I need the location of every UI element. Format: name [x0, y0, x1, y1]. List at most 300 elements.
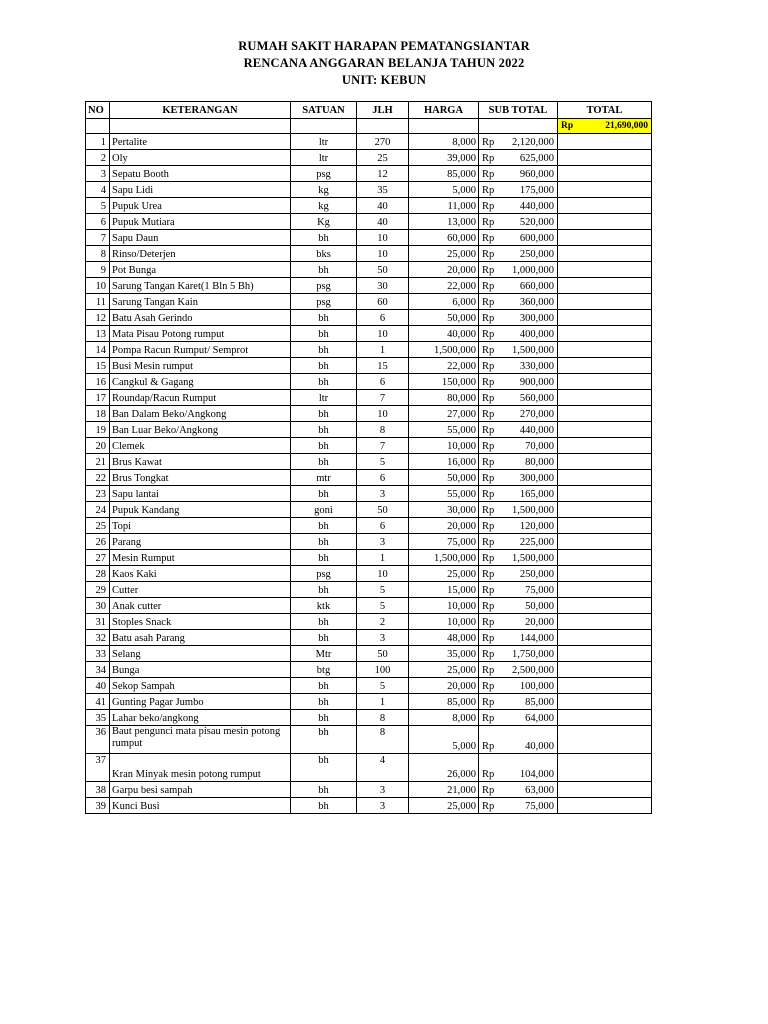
cell-sub-total: [479, 134, 558, 150]
sub-total-value: 360,000: [519, 297, 554, 308]
cell-harga: 22,000: [409, 358, 479, 374]
cell-satuan: bh: [291, 582, 357, 598]
cell-satuan: bh: [291, 310, 357, 326]
cell-no: 23: [86, 486, 110, 502]
cell-total: [558, 518, 652, 534]
sub-total-value: 250,000: [519, 569, 554, 580]
cell-harga: 85,000: [409, 694, 479, 710]
hospital-title: RUMAH SAKIT HARAPAN PEMATANGSIANTAR: [238, 39, 530, 53]
cell-jlh: 7: [357, 390, 409, 406]
cell-satuan: bh: [291, 782, 357, 798]
cell-harga: 13,000: [409, 214, 479, 230]
cell-satuan: btg: [291, 662, 357, 678]
table-row: [86, 342, 652, 358]
table-row: [86, 614, 652, 630]
cell-total: [558, 550, 652, 566]
cell-total: [558, 134, 652, 150]
cell-keterangan: Pupuk Mutiara: [110, 214, 291, 230]
cell-jlh: 35: [357, 182, 409, 198]
cell-satuan: bh: [291, 454, 357, 470]
cell-satuan: Kg: [291, 214, 357, 230]
cell-no: 1: [86, 134, 110, 150]
sub-total-currency: Rp: [482, 457, 495, 468]
cell-sub-total: [479, 798, 558, 814]
cell-harga: 15,000: [409, 582, 479, 598]
cell-keterangan: Roundap/Racun Rumput: [110, 390, 291, 406]
cell-sub-total: [479, 598, 558, 614]
col-header-satuan: SATUAN: [291, 102, 357, 119]
cell-harga: 6,000: [409, 294, 479, 310]
cell-total: [558, 754, 652, 782]
cell-jlh: 5: [357, 582, 409, 598]
cell-jlh: 7: [357, 438, 409, 454]
cell-harga: 80,000: [409, 390, 479, 406]
table-row: [86, 358, 652, 374]
cell-satuan: bh: [291, 694, 357, 710]
cell-no: 25: [86, 518, 110, 534]
cell-satuan: psg: [291, 294, 357, 310]
cell-jlh: 5: [357, 678, 409, 694]
sub-total-currency: Rp: [482, 537, 495, 548]
table-row: [86, 518, 652, 534]
cell-no: 10: [86, 278, 110, 294]
cell-harga: 75,000: [409, 534, 479, 550]
total-row: [86, 119, 652, 134]
cell-sub-total: [479, 278, 558, 294]
cell-total: [558, 486, 652, 502]
cell-harga: 35,000: [409, 646, 479, 662]
sub-total-value: 50,000: [525, 601, 554, 612]
cell-keterangan: Cutter: [110, 582, 291, 598]
cell-jlh: 100: [357, 662, 409, 678]
cell-no: 11: [86, 294, 110, 310]
table-row: [86, 694, 652, 710]
cell-satuan: psg: [291, 566, 357, 582]
cell-harga: 40,000: [409, 326, 479, 342]
cell-total: [558, 230, 652, 246]
cell-harga: 1,500,000: [409, 342, 479, 358]
table-row: [86, 566, 652, 582]
cell-keterangan: Batu asah Parang: [110, 630, 291, 646]
cell-satuan: bh: [291, 678, 357, 694]
cell-harga: 50,000: [409, 310, 479, 326]
sub-total-value: 104,000: [519, 769, 554, 780]
table-row: [86, 454, 652, 470]
sub-total-currency: Rp: [482, 185, 495, 196]
cell-no: 17: [86, 390, 110, 406]
cell-no: 22: [86, 470, 110, 486]
cell-satuan: bh: [291, 518, 357, 534]
cell-jlh: 3: [357, 782, 409, 798]
cell-harga: 16,000: [409, 454, 479, 470]
empty-cell: [86, 119, 110, 134]
cell-sub-total: [479, 630, 558, 646]
sub-total-currency: Rp: [482, 769, 495, 780]
cell-sub-total: [479, 390, 558, 406]
sub-total-currency: Rp: [482, 137, 495, 148]
col-header-keterangan: KETERANGAN: [110, 102, 291, 119]
sub-total-currency: Rp: [482, 553, 495, 564]
sub-total-value: 300,000: [519, 313, 554, 324]
cell-jlh: 25: [357, 150, 409, 166]
table-row: [86, 502, 652, 518]
cell-jlh: 6: [357, 518, 409, 534]
cell-sub-total: [479, 374, 558, 390]
cell-no: 7: [86, 230, 110, 246]
table-row: [86, 246, 652, 262]
cell-no: 30: [86, 598, 110, 614]
empty-cell: [357, 119, 409, 134]
cell-sub-total: [479, 550, 558, 566]
cell-total: [558, 182, 652, 198]
cell-sub-total: [479, 230, 558, 246]
cell-jlh: 1: [357, 694, 409, 710]
cell-jlh: 40: [357, 198, 409, 214]
cell-satuan: mtr: [291, 470, 357, 486]
cell-satuan: bh: [291, 798, 357, 814]
cell-sub-total: [479, 198, 558, 214]
table-row: [86, 214, 652, 230]
cell-total: [558, 470, 652, 486]
sub-total-currency: Rp: [482, 361, 495, 372]
sub-total-value: 660,000: [519, 281, 554, 292]
cell-no: 40: [86, 678, 110, 694]
cell-satuan: bks: [291, 246, 357, 262]
sub-total-value: 1,500,000: [512, 505, 554, 516]
cell-jlh: 50: [357, 262, 409, 278]
cell-harga: 8,000: [409, 134, 479, 150]
cell-keterangan: Sepatu Booth: [110, 166, 291, 182]
sub-total-value: 225,000: [519, 537, 554, 548]
cell-harga: 55,000: [409, 422, 479, 438]
cell-keterangan: Pupuk Urea: [110, 198, 291, 214]
cell-total: [558, 406, 652, 422]
cell-satuan: psg: [291, 166, 357, 182]
cell-jlh: 8: [357, 422, 409, 438]
cell-jlh: 12: [357, 166, 409, 182]
grand-total-currency: Rp: [561, 121, 574, 131]
cell-satuan: bh: [291, 710, 357, 726]
cell-sub-total: [479, 358, 558, 374]
cell-satuan: bh: [291, 630, 357, 646]
cell-no: 5: [86, 198, 110, 214]
cell-harga: 10,000: [409, 598, 479, 614]
sub-total-currency: Rp: [482, 377, 495, 388]
cell-total: [558, 374, 652, 390]
cell-total: [558, 566, 652, 582]
cell-jlh: 40: [357, 214, 409, 230]
cell-sub-total: [479, 166, 558, 182]
cell-total: [558, 326, 652, 342]
col-header-harga: HARGA: [409, 102, 479, 119]
cell-total: [558, 214, 652, 230]
sub-total-value: 20,000: [525, 617, 554, 628]
cell-keterangan: Anak cutter: [110, 598, 291, 614]
cell-sub-total: [479, 262, 558, 278]
cell-keterangan: Kaos Kaki: [110, 566, 291, 582]
table-row: [86, 630, 652, 646]
table-row: [86, 230, 652, 246]
sub-total-currency: Rp: [482, 617, 495, 628]
sub-total-value: 900,000: [519, 377, 554, 388]
cell-satuan: bh: [291, 614, 357, 630]
sub-total-value: 1,500,000: [512, 553, 554, 564]
cell-sub-total: [479, 566, 558, 582]
cell-sub-total: [479, 438, 558, 454]
cell-no: 41: [86, 694, 110, 710]
cell-keterangan: Ban Dalam Beko/Angkong: [110, 406, 291, 422]
grand-total-cell: [558, 119, 652, 134]
table-row: [86, 726, 652, 754]
cell-sub-total: [479, 310, 558, 326]
cell-total: [558, 294, 652, 310]
cell-keterangan: Gunting Pagar Jumbo: [110, 694, 291, 710]
empty-cell: [291, 119, 357, 134]
sub-total-value: 1,500,000: [512, 345, 554, 356]
cell-no: 20: [86, 438, 110, 454]
cell-sub-total: [479, 326, 558, 342]
table-row: [86, 582, 652, 598]
cell-no: 13: [86, 326, 110, 342]
sub-total-value: 625,000: [519, 153, 554, 164]
cell-jlh: 3: [357, 798, 409, 814]
empty-cell: [409, 119, 479, 134]
cell-harga: 150,000: [409, 374, 479, 390]
table-body: [86, 119, 652, 814]
cell-keterangan: Bunga: [110, 662, 291, 678]
cell-sub-total: [479, 470, 558, 486]
cell-no: 29: [86, 582, 110, 598]
cell-jlh: 270: [357, 134, 409, 150]
cell-keterangan: Kran Minyak mesin potong rumput: [110, 754, 291, 782]
table-row: [86, 278, 652, 294]
cell-keterangan: Clemek: [110, 438, 291, 454]
cell-harga: 25,000: [409, 662, 479, 678]
sub-total-value: 85,000: [525, 697, 554, 708]
table-row: [86, 166, 652, 182]
sub-total-currency: Rp: [482, 801, 495, 812]
cell-satuan: bh: [291, 534, 357, 550]
table-row: [86, 710, 652, 726]
cell-total: [558, 342, 652, 358]
cell-sub-total: [479, 754, 558, 782]
sub-total-value: 330,000: [519, 361, 554, 372]
cell-sub-total: [479, 614, 558, 630]
cell-keterangan: Baut pengunci mata pisau mesin potong rumput: [110, 726, 291, 754]
cell-no: 9: [86, 262, 110, 278]
cell-sub-total: [479, 518, 558, 534]
sub-total-currency: Rp: [482, 393, 495, 404]
cell-sub-total: [479, 214, 558, 230]
cell-no: 3: [86, 166, 110, 182]
sub-total-value: 960,000: [519, 169, 554, 180]
cell-sub-total: [479, 454, 558, 470]
sub-total-value: 300,000: [519, 473, 554, 484]
cell-keterangan: Kunci Busi: [110, 798, 291, 814]
cell-keterangan: Sekop Sampah: [110, 678, 291, 694]
col-header-total: TOTAL: [558, 102, 652, 119]
cell-satuan: bh: [291, 486, 357, 502]
cell-satuan: bh: [291, 262, 357, 278]
table-row: [86, 486, 652, 502]
sub-total-currency: Rp: [482, 713, 495, 724]
sub-total-currency: Rp: [482, 233, 495, 244]
col-header-sub-total: SUB TOTAL: [479, 102, 558, 119]
cell-keterangan: Sapu lantai: [110, 486, 291, 502]
cell-keterangan: Garpu besi sampah: [110, 782, 291, 798]
cell-no: 21: [86, 454, 110, 470]
table-row: [86, 262, 652, 278]
cell-jlh: 30: [357, 278, 409, 294]
cell-jlh: 6: [357, 310, 409, 326]
table-row: [86, 134, 652, 150]
sub-total-currency: Rp: [482, 249, 495, 260]
cell-jlh: 3: [357, 534, 409, 550]
cell-total: [558, 198, 652, 214]
cell-sub-total: [479, 662, 558, 678]
sub-total-currency: Rp: [482, 169, 495, 180]
cell-total: [558, 614, 652, 630]
table-row: [86, 374, 652, 390]
sub-total-currency: Rp: [482, 297, 495, 308]
cell-no: 6: [86, 214, 110, 230]
cell-no: 14: [86, 342, 110, 358]
table-row: [86, 534, 652, 550]
cell-total: [558, 710, 652, 726]
cell-no: 34: [86, 662, 110, 678]
cell-keterangan: Mesin Rumput: [110, 550, 291, 566]
cell-harga: 20,000: [409, 262, 479, 278]
cell-total: [558, 150, 652, 166]
sub-total-value: 120,000: [519, 521, 554, 532]
empty-cell: [479, 119, 558, 134]
cell-sub-total: [479, 534, 558, 550]
cell-keterangan: Parang: [110, 534, 291, 550]
cell-satuan: bh: [291, 358, 357, 374]
cell-total: [558, 278, 652, 294]
table-row: [86, 198, 652, 214]
cell-keterangan: Batu Asah Gerindo: [110, 310, 291, 326]
empty-cell: [110, 119, 291, 134]
cell-no: 37: [86, 754, 110, 782]
cell-keterangan: Oly: [110, 150, 291, 166]
cell-jlh: 3: [357, 630, 409, 646]
cell-total: [558, 534, 652, 550]
cell-total: [558, 678, 652, 694]
cell-total: [558, 582, 652, 598]
cell-sub-total: [479, 246, 558, 262]
cell-jlh: 6: [357, 374, 409, 390]
sub-total-value: 80,000: [525, 457, 554, 468]
sub-total-currency: Rp: [482, 601, 495, 612]
cell-keterangan: Sapu Lidi: [110, 182, 291, 198]
sub-total-value: 64,000: [525, 713, 554, 724]
sub-total-currency: Rp: [482, 345, 495, 356]
cell-harga: 20,000: [409, 518, 479, 534]
sub-total-value: 250,000: [519, 249, 554, 260]
sub-total-currency: Rp: [482, 201, 495, 212]
cell-satuan: ltr: [291, 150, 357, 166]
cell-sub-total: [479, 486, 558, 502]
cell-sub-total: [479, 150, 558, 166]
cell-no: 26: [86, 534, 110, 550]
cell-jlh: 60: [357, 294, 409, 310]
sub-total-value: 144,000: [519, 633, 554, 644]
sub-total-value: 400,000: [519, 329, 554, 340]
cell-total: [558, 782, 652, 798]
sub-total-currency: Rp: [482, 569, 495, 580]
cell-harga: 30,000: [409, 502, 479, 518]
cell-satuan: bh: [291, 374, 357, 390]
cell-sub-total: [479, 726, 558, 754]
table-row: [86, 754, 652, 782]
cell-jlh: 10: [357, 246, 409, 262]
cell-total: [558, 262, 652, 278]
cell-satuan: kg: [291, 198, 357, 214]
sub-total-value: 70,000: [525, 441, 554, 452]
table-row: [86, 182, 652, 198]
cell-keterangan: Pot Bunga: [110, 262, 291, 278]
cell-harga: 5,000: [409, 726, 479, 754]
cell-harga: 25,000: [409, 798, 479, 814]
cell-keterangan: Pupuk Kandang: [110, 502, 291, 518]
sub-total-currency: Rp: [482, 441, 495, 452]
cell-no: 39: [86, 798, 110, 814]
sub-total-value: 75,000: [525, 585, 554, 596]
cell-jlh: 10: [357, 566, 409, 582]
cell-harga: 21,000: [409, 782, 479, 798]
cell-sub-total: [479, 694, 558, 710]
cell-satuan: psg: [291, 278, 357, 294]
cell-total: [558, 502, 652, 518]
cell-jlh: 3: [357, 486, 409, 502]
document-header: [0, 38, 768, 89]
sub-total-value: 40,000: [525, 741, 554, 752]
table-row: [86, 782, 652, 798]
cell-satuan: bh: [291, 406, 357, 422]
grand-total-value: 21,690,000: [605, 121, 648, 131]
cell-total: [558, 454, 652, 470]
cell-sub-total: [479, 342, 558, 358]
cell-no: 8: [86, 246, 110, 262]
cell-jlh: 8: [357, 710, 409, 726]
sub-total-value: 600,000: [519, 233, 554, 244]
sub-total-currency: Rp: [482, 585, 495, 596]
cell-jlh: 50: [357, 646, 409, 662]
sub-total-currency: Rp: [482, 281, 495, 292]
cell-harga: 10,000: [409, 438, 479, 454]
sub-total-value: 165,000: [519, 489, 554, 500]
cell-keterangan: Busi Mesin rumput: [110, 358, 291, 374]
cell-keterangan: Pertalite: [110, 134, 291, 150]
sub-total-currency: Rp: [482, 489, 495, 500]
table-row: [86, 294, 652, 310]
cell-harga: 25,000: [409, 246, 479, 262]
cell-harga: 55,000: [409, 486, 479, 502]
cell-no: 32: [86, 630, 110, 646]
sub-total-currency: Rp: [482, 785, 495, 796]
cell-jlh: 10: [357, 406, 409, 422]
cell-satuan: goni: [291, 502, 357, 518]
sub-total-currency: Rp: [482, 329, 495, 340]
cell-jlh: 1: [357, 342, 409, 358]
table-row: [86, 438, 652, 454]
sub-total-value: 2,120,000: [512, 137, 554, 148]
cell-satuan: bh: [291, 230, 357, 246]
cell-keterangan: Sapu Daun: [110, 230, 291, 246]
cell-sub-total: [479, 406, 558, 422]
sub-total-currency: Rp: [482, 409, 495, 420]
